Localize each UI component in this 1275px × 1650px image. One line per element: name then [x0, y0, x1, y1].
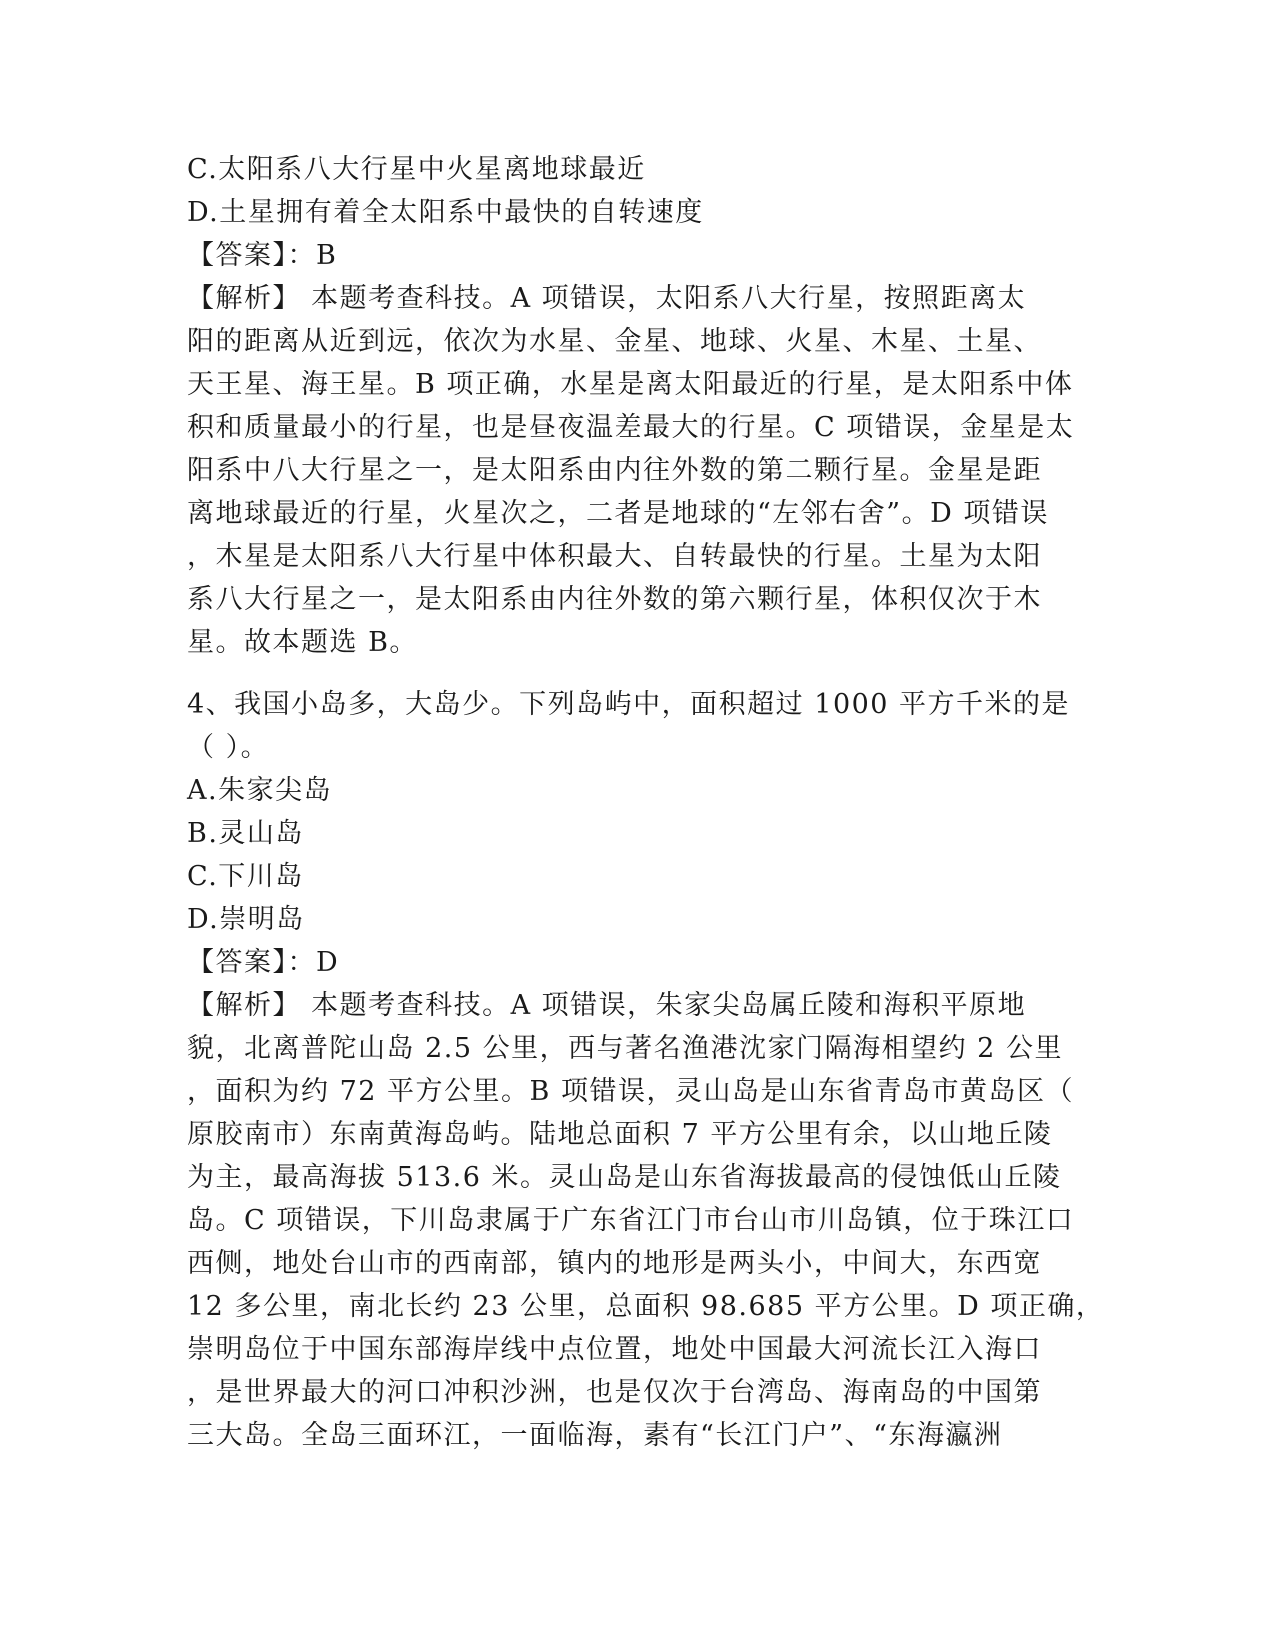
explanation-line: 貌，北离普陀山岛 2.5 公里，西与著名渔港沈家门隔海相望约 2 公里	[187, 1033, 1063, 1064]
explanation-line: 岛。C 项错误，下川岛隶属于广东省江门市台山市川岛镇，位于珠江口	[187, 1205, 1075, 1236]
explanation-line: ，是世界最大的河口冲积沙洲，也是仅次于台湾岛、海南岛的中国第	[187, 1377, 1042, 1408]
option-a: A.朱家尖岛	[187, 775, 333, 806]
option-d: D.崇明岛	[187, 904, 305, 935]
explanation-line: 西侧，地处台山市的西南部，镇内的地形是两头小，中间大，东西宽	[187, 1248, 1042, 1279]
explanation-line: 离地球最近的行星，火星次之，二者是地球的“左邻右舍”。D 项错误	[187, 498, 1049, 529]
explanation-line: 系八大行星之一，是太阳系由内往外数的第六颗行星，体积仅次于木	[187, 584, 1042, 615]
explanation-line: 阳的距离从近到远，依次为水星、金星、地球、火星、木星、土星、	[187, 326, 1042, 357]
explanation-line: 阳系中八大行星之一，是太阳系由内往外数的第二颗行星。金星是距	[187, 455, 1042, 486]
explanation-line: 三大岛。全岛三面环江，一面临海，素有“长江门户”、“东海瀛洲	[187, 1420, 1003, 1451]
explanation-line: 为主，最高海拔 513.6 米。灵山岛是山东省海拔最高的侵蚀低山丘陵	[187, 1162, 1062, 1193]
option-b: B.灵山岛	[187, 818, 304, 849]
explanation-line: 【解析】 本题考查科技。A 项错误，太阳系八大行星，按照距离太	[187, 283, 1027, 314]
question-4	[187, 683, 1105, 1457]
explanation-line: 【解析】 本题考查科技。A 项错误，朱家尖岛属丘陵和海积平原地	[187, 990, 1027, 1021]
explanation-line: ，木星是太阳系八大行星中体积最大、自转最快的行星。土星为太阳	[187, 541, 1042, 572]
explanation-line: 12 多公里，南北长约 23 公里，总面积 98.685 平方公里。D 项正确，	[187, 1291, 1105, 1322]
explanation-line: ，面积为约 72 平方公里。B 项错误，灵山岛是山东省青岛市黄岛区（	[187, 1076, 1074, 1107]
option-c: C.下川岛	[187, 861, 304, 892]
answer: 【答案】：D	[187, 947, 340, 978]
explanation-line: 原胶南市）东南黄海岛屿。陆地总面积 7 平方公里有余，以山地丘陵	[187, 1119, 1053, 1150]
question-stem: 4、我国小岛多，大岛少。下列岛屿中，面积超过 1000 平方千米的是	[187, 689, 1071, 720]
explanation-line: 天王星、海王星。B 项正确，水星是离太阳最近的行星，是太阳系中体	[187, 369, 1074, 400]
answer: 【答案】：B	[187, 240, 338, 271]
question-stem: （ ）。	[187, 732, 270, 763]
explanation-line: 崇明岛位于中国东部海岸线中点位置，地处中国最大河流长江入海口	[187, 1334, 1042, 1365]
explanation-line: 星。故本题选 B。	[187, 627, 418, 658]
explanation-line: 积和质量最小的行星，也是昼夜温差最大的行星。C 项错误，金星是太	[187, 412, 1075, 443]
option-d: D.土星拥有着全太阳系中最快的自转速度	[187, 197, 704, 228]
option-c: C.太阳系八大行星中火星离地球最近	[187, 154, 646, 185]
question-3-continuation	[187, 148, 1087, 664]
